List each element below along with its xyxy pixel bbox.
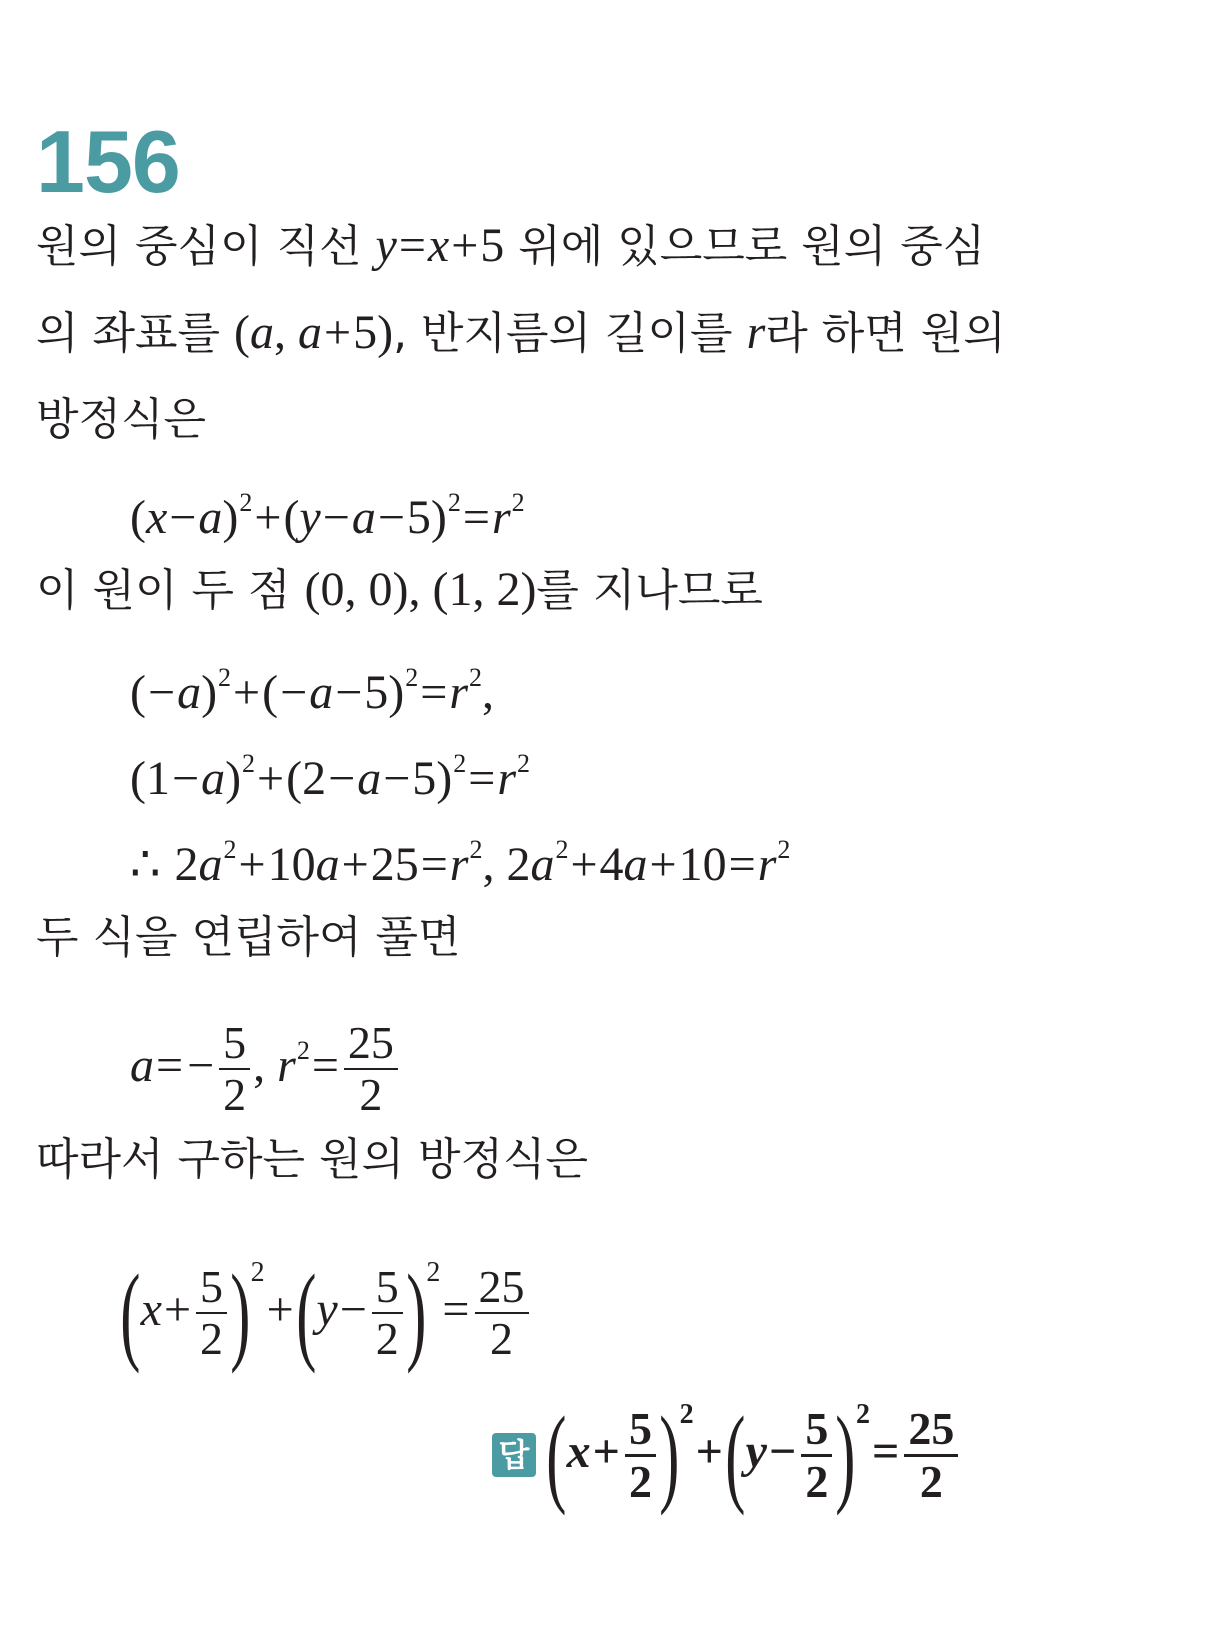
fraction: $\frac{25}{2}$: [344, 1018, 398, 1120]
text-line-4: 이 원이 두 점 (0, 0), (1, 2)를 지나므로: [36, 563, 763, 616]
text-fragment: 원의 중심이 직선: [36, 221, 362, 272]
fraction: $\frac{5}{2}$: [196, 1262, 227, 1364]
equation-expanded: ∴ $2a^2+10a+25=r^2$, $2a^2+4a+10=r^2$: [130, 835, 791, 891]
fraction: $\frac{25}{2}$: [904, 1404, 958, 1507]
answer-line: 답 (x+ $\frac{5}{2}$ )$^2$+(y− $\frac{5}{2}$ )$^2$= $\frac{25}{2}$: [492, 1360, 961, 1510]
fraction: $\frac{5}{2}$: [625, 1404, 656, 1507]
fraction: $\frac{5}{2}$: [219, 1018, 250, 1120]
text-line-2: 의 좌표를 (a, a+5), 반지름의 길이를 r라 하면 원의: [36, 306, 1006, 359]
text-line-3: 방정식은: [36, 394, 207, 445]
answer-badge: 답: [492, 1433, 536, 1477]
text-line-1: 원의 중심이 직선 y=x+5 위에 있으므로 원의 중심: [36, 219, 986, 272]
fraction: $\frac{5}{2}$: [372, 1262, 403, 1364]
text-line-5: 두 식을 연립하여 풀면: [36, 912, 461, 963]
equation-point-1-2: $(1-a)^2+(2-a-5)^2=r^2$: [130, 749, 531, 805]
problem-number: 156: [36, 112, 180, 211]
equation-point-origin: $(-a)^2+(-a-5)^2=r^2$,: [130, 663, 495, 719]
equation-final: (x+ $\frac{5}{2}$ )$^2$+(y− $\frac{5}{2}$ )$^2$= $\frac{25}{2}$: [120, 1218, 532, 1368]
text-line-6: 따라서 구하는 원의 방정식은: [36, 1134, 589, 1185]
fraction: $\frac{25}{2}$: [475, 1262, 529, 1364]
text-fragment: 위에 있으므로 원의 중심: [518, 221, 986, 272]
equation-solution: a=− $\frac{5}{2}$ , $r^2=$ $\frac{25}{2}$: [130, 996, 401, 1122]
equation-circle-general: $(x-a)^2+(y-a-5)^2=r^2$: [130, 488, 525, 544]
fraction: $\frac{5}{2}$: [801, 1404, 832, 1507]
